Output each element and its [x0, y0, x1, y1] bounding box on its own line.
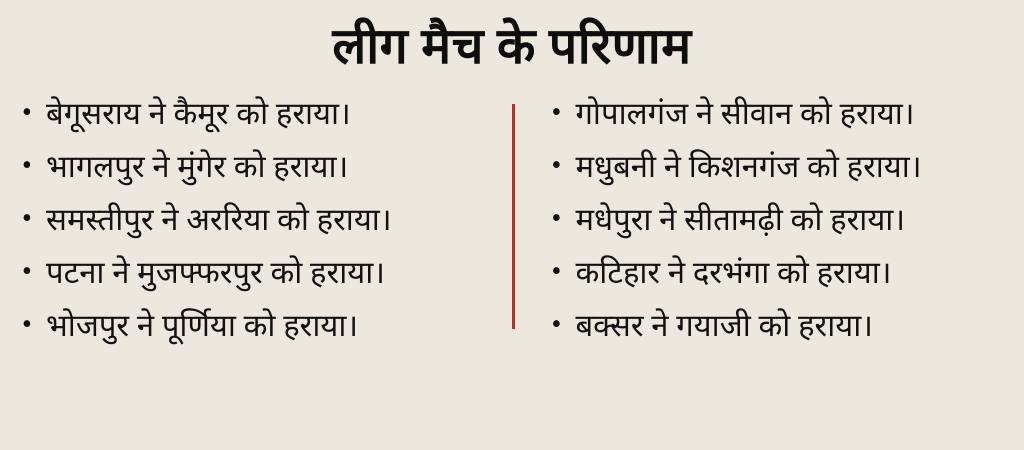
list-item [551, 148, 1006, 184]
list-item-text: कटिहार ने दरभंगा को हराया। [575, 254, 892, 290]
results-columns [0, 95, 1024, 343]
list-item-text: गोपालगंज ने सीवान को हराया। [575, 95, 915, 131]
bullet-icon: • [551, 96, 562, 128]
list-item-text: भोजपुर ने पूर्णिया को हराया। [46, 307, 359, 343]
left-results-list [22, 95, 486, 343]
list-item-text: भागलपुर ने मुंगेर को हराया। [46, 148, 349, 184]
bullet-icon: • [551, 149, 562, 181]
list-item [22, 307, 486, 343]
bullet-icon: • [551, 255, 562, 287]
list-item-text: मधुबनी ने किशनगंज को हराया। [575, 148, 922, 184]
list-item-text: बक्सर ने गयाजी को हराया। [575, 307, 873, 343]
list-item [551, 254, 1006, 290]
bullet-icon: • [551, 202, 562, 234]
list-item [22, 254, 486, 290]
list-item-text: मधेपुरा ने सीतामढ़ी को हराया। [575, 201, 906, 237]
list-item [22, 148, 486, 184]
bullet-icon: • [22, 149, 32, 181]
list-item [22, 95, 486, 131]
list-item-text: पटना ने मुजफ्फरपुर को हराया। [46, 254, 385, 290]
left-column [22, 95, 512, 343]
bullet-icon: • [22, 96, 32, 128]
list-item-text: बेगूसराय ने कैमूर को हराया। [46, 95, 351, 131]
list-item [551, 201, 1006, 237]
page-title: लीग मैच के परिणाम [332, 18, 692, 74]
bullet-icon: • [551, 308, 562, 340]
bullet-icon: • [22, 255, 32, 287]
list-item [551, 307, 1006, 343]
list-item-text: समस्तीपुर ने अररिया को हराया। [46, 201, 392, 237]
bullet-icon: • [22, 202, 32, 234]
bullet-icon: • [22, 308, 32, 340]
list-item [22, 201, 486, 237]
right-results-list [551, 95, 1006, 343]
list-item [551, 95, 1006, 131]
right-column [515, 95, 1006, 343]
